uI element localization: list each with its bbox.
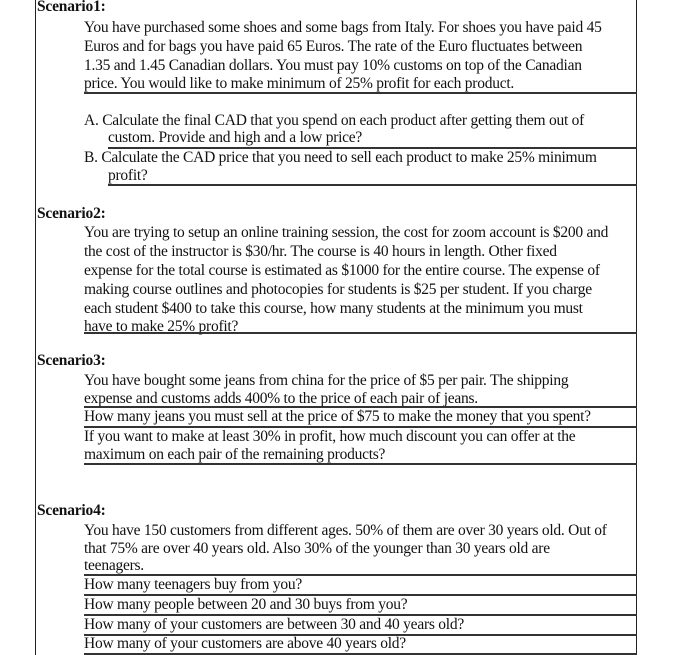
scenario-2-body-line: expense for the total course is estimated as $1000 for the entire course. The expense of (84, 262, 600, 279)
scenario-4-body-line: teenagers. (84, 557, 144, 574)
scenario-1-title: Scenario1: (37, 0, 106, 15)
scenario-2-body-line: You are trying to setup an online training session, the cost for zoom account is $200 and (84, 224, 609, 241)
scenario-3-question-2-cont: maximum on each pair of the remaining products? (84, 446, 386, 463)
scenario-2-body-line: each student $400 to take this course, how many students at the minimum you must (84, 300, 583, 317)
scenario-4-question-2: How many people between 20 and 30 buys from you? (84, 596, 408, 613)
scenario-1-question-a-cont: custom. Provide and high and a low price? (108, 129, 363, 146)
underline-rule (108, 184, 637, 186)
scenario-4-title: Scenario4: (37, 502, 106, 519)
scenario-3-body-line: You have bought some jeans from china for the price of $5 per pair. The shipping (84, 372, 569, 389)
scenario-4-question-1: How many teenagers buy from you? (84, 576, 302, 593)
scenario-2-body-line: making course outlines and photocopies for students is $25 per student. If you charge (84, 281, 592, 298)
scenario-1-question-a: A. Calculate the final CAD that you spend on each product after getting them out of (84, 112, 585, 129)
scenario-2-body-line: have to make 25% profit? (84, 318, 239, 335)
scenario-1-question-b: B. Calculate the CAD price that you need to sell each product to make 25% minimum (84, 149, 597, 166)
scenario-4-question-3: How many of your customers are between 30 and 40 years old? (84, 616, 464, 633)
scenario-3-question-2: If you want to make at least 30% in profit, how much discount you can offer at the (84, 428, 576, 445)
scenario-3-title: Scenario3: (37, 352, 106, 369)
scenario-1-body-line: price. You would like to make minimum of 25% profit for each product. (84, 75, 515, 92)
scenario-2-title: Scenario2: (37, 205, 106, 222)
scenario-1-body-line: Euros and for bags you have paid 65 Euros. The rate of the Euro fluctuates between (84, 38, 583, 55)
underline-rule (84, 332, 637, 334)
scenario-4-body-line: You have 150 customers from different ages. 50% of them are over 30 years old. Out of (84, 522, 607, 539)
scenario-3-question-1: How many jeans you must sell at the price of $75 to make the money that you spent? (84, 408, 591, 425)
scenario-3-body-line: expense and customs adds 400% to the price of each pair of jeans. (84, 390, 478, 407)
underline-rule (84, 463, 637, 465)
scenario-2-body-line: the cost of the instructor is $30/hr. The course is 40 hours in length. Other fixed (84, 243, 557, 260)
scenario-1-question-b-cont: profit? (108, 167, 148, 184)
scenario-1-body-line: You have purchased some shoes and some bags from Italy. For shoes you have paid 45 (84, 19, 602, 36)
underline-rule (84, 92, 637, 94)
scenario-4-question-4: How many of your customers are above 40 years old? (84, 635, 406, 652)
scenario-4-body-line: that 75% are over 40 years old. Also 30% of the younger than 30 years old are (84, 540, 550, 557)
scenario-1-body-line: 1.35 and 1.45 Canadian dollars. You must pay 10% customs on top of the Canadian (84, 57, 582, 74)
